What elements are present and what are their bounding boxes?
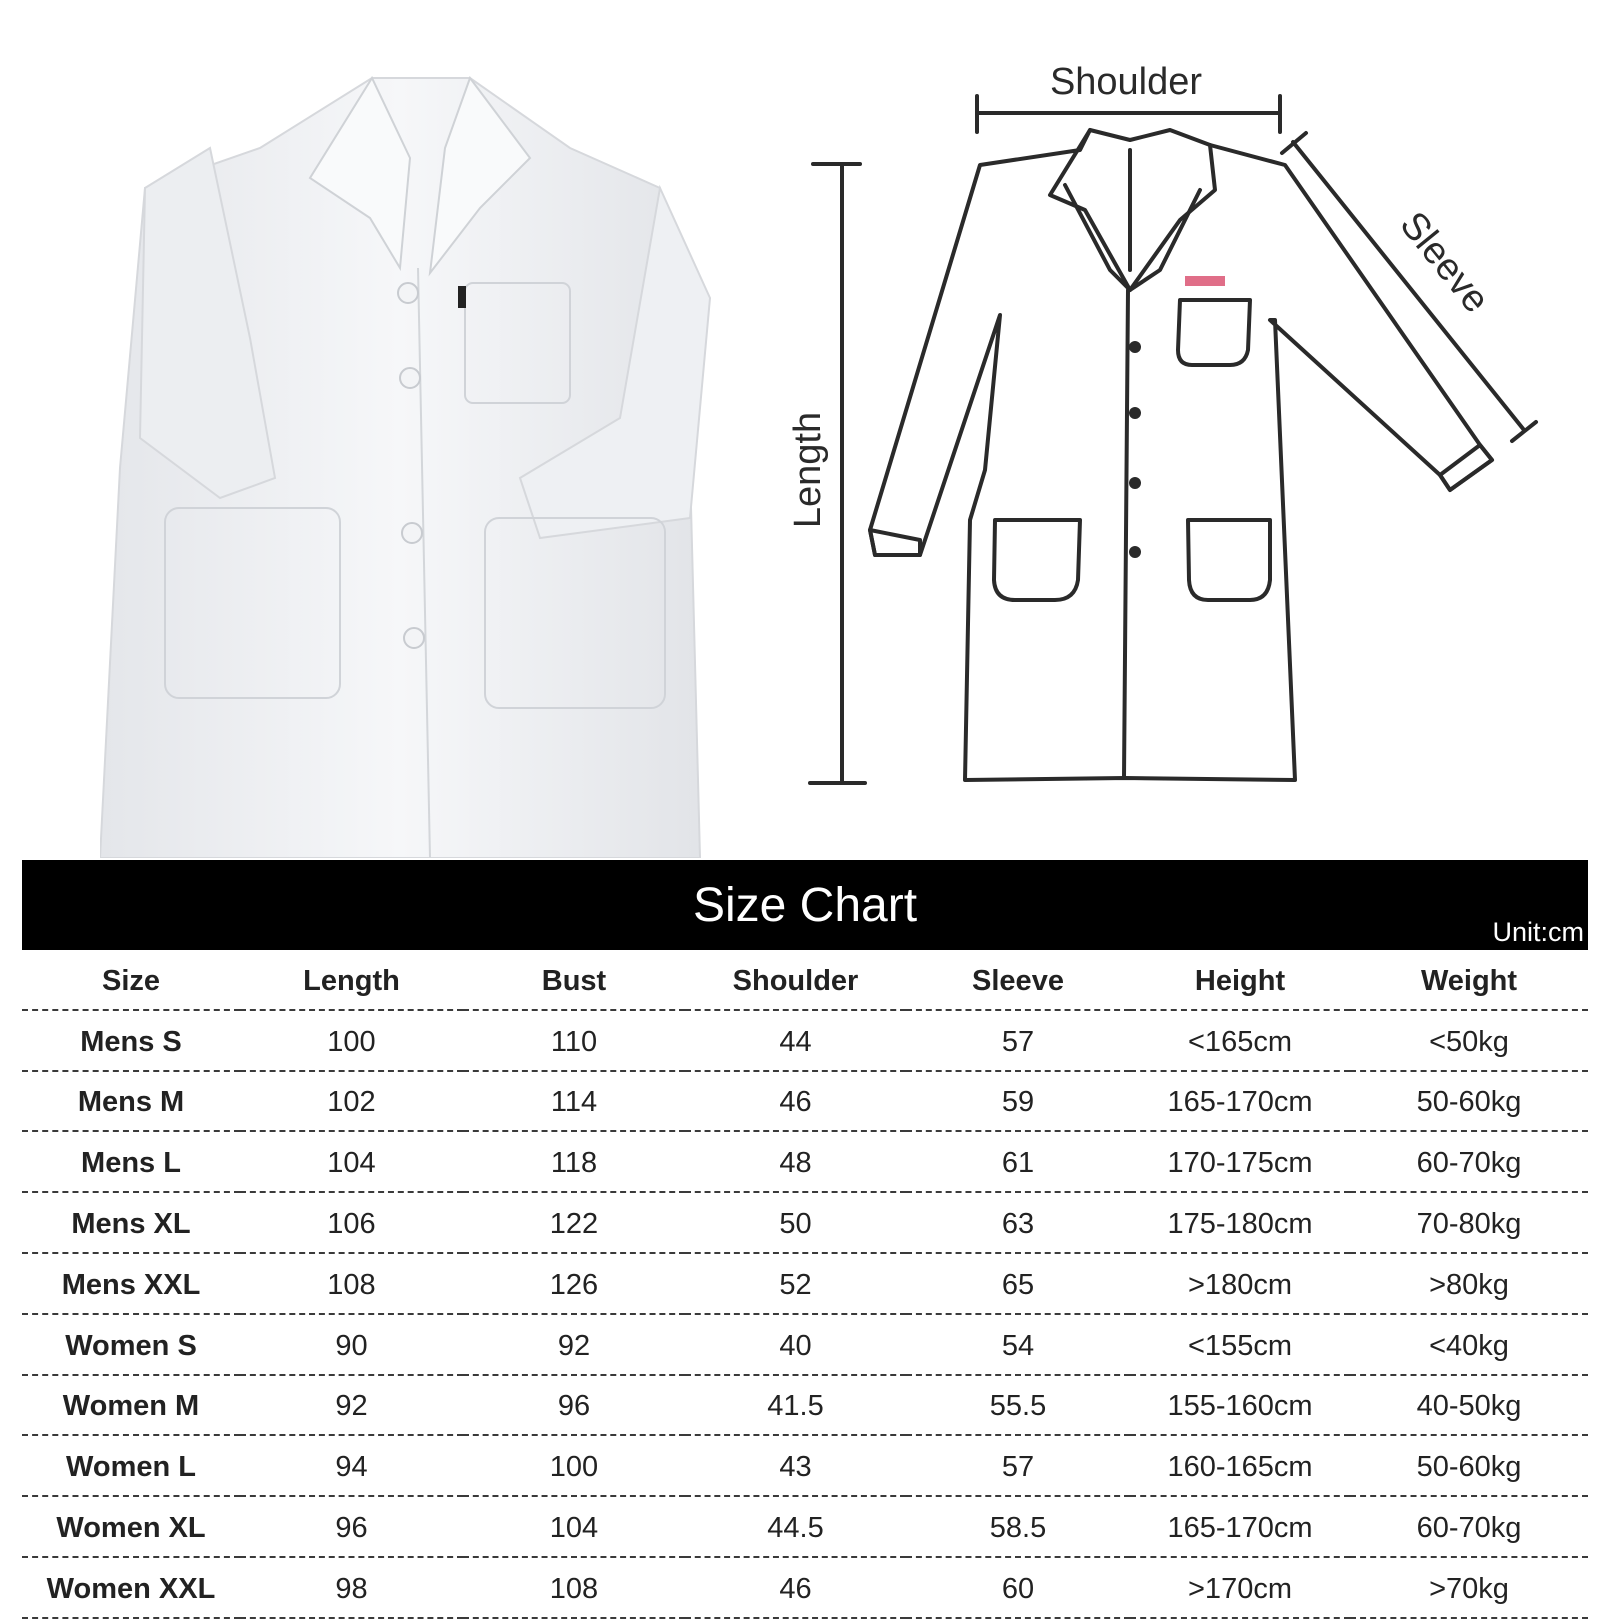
bust-cell: 126 bbox=[463, 1253, 685, 1314]
sleeve-cell: 60 bbox=[906, 1557, 1130, 1618]
size-cell: Women XXL bbox=[22, 1557, 240, 1618]
shoulder-cell: 44.5 bbox=[685, 1496, 906, 1557]
sleeve-cell: 65 bbox=[906, 1253, 1130, 1314]
table-row bbox=[22, 1435, 1588, 1496]
height-cell: 160-165cm bbox=[1130, 1435, 1350, 1496]
size-cell: Mens L bbox=[22, 1131, 240, 1192]
table-row bbox=[22, 1010, 1588, 1071]
length-cell: 100 bbox=[240, 1010, 463, 1071]
shoulder-cell: 50 bbox=[685, 1192, 906, 1253]
lab-coat-photo bbox=[100, 38, 732, 858]
weight-cell: 50-60kg bbox=[1350, 1435, 1588, 1496]
size-cell: Mens XXL bbox=[22, 1253, 240, 1314]
length-label: Length bbox=[787, 411, 829, 529]
bust-cell: 96 bbox=[463, 1375, 685, 1436]
header-height: Height bbox=[1130, 950, 1350, 1010]
sleeve-cell: 54 bbox=[906, 1314, 1130, 1375]
length-cell: 90 bbox=[240, 1314, 463, 1375]
size-cell: Women L bbox=[22, 1435, 240, 1496]
sleeve-cell: 58.5 bbox=[906, 1496, 1130, 1557]
sleeve-cell: 61 bbox=[906, 1131, 1130, 1192]
size-chart-title: Size Chart bbox=[692, 879, 918, 932]
header-shoulder: Shoulder bbox=[685, 950, 906, 1010]
header-sleeve: Sleeve bbox=[906, 950, 1130, 1010]
size-table bbox=[22, 950, 1588, 1619]
table-row bbox=[22, 1071, 1588, 1132]
bust-cell: 92 bbox=[463, 1314, 685, 1375]
shoulder-cell: 41.5 bbox=[685, 1375, 906, 1436]
weight-cell: 60-70kg bbox=[1350, 1496, 1588, 1557]
size-chart-banner bbox=[22, 860, 1588, 950]
table-row bbox=[22, 1557, 1588, 1618]
shoulder-cell: 43 bbox=[685, 1435, 906, 1496]
bust-cell: 108 bbox=[463, 1557, 685, 1618]
table-row bbox=[22, 1314, 1588, 1375]
weight-cell: <50kg bbox=[1350, 1010, 1588, 1071]
size-cell: Women S bbox=[22, 1314, 240, 1375]
header-length: Length bbox=[240, 950, 463, 1010]
header-size: Size bbox=[22, 950, 240, 1010]
size-cell: Mens M bbox=[22, 1071, 240, 1132]
bust-cell: 118 bbox=[463, 1131, 685, 1192]
table-row bbox=[22, 1131, 1588, 1192]
height-cell: 165-170cm bbox=[1130, 1496, 1350, 1557]
weight-cell: <40kg bbox=[1350, 1314, 1588, 1375]
length-cell: 104 bbox=[240, 1131, 463, 1192]
height-cell: >180cm bbox=[1130, 1253, 1350, 1314]
sleeve-cell: 57 bbox=[906, 1010, 1130, 1071]
header-bust: Bust bbox=[463, 950, 685, 1010]
shoulder-cell: 46 bbox=[685, 1071, 906, 1132]
measurement-diagram bbox=[780, 50, 1580, 830]
size-cell: Women M bbox=[22, 1375, 240, 1436]
shoulder-cell: 40 bbox=[685, 1314, 906, 1375]
length-cell: 96 bbox=[240, 1496, 463, 1557]
table-row bbox=[22, 1253, 1588, 1314]
table-row bbox=[22, 1375, 1588, 1436]
sleeve-cell: 55.5 bbox=[906, 1375, 1130, 1436]
sleeve-cell: 59 bbox=[906, 1071, 1130, 1132]
weight-cell: >70kg bbox=[1350, 1557, 1588, 1618]
length-cell: 108 bbox=[240, 1253, 463, 1314]
height-cell: <155cm bbox=[1130, 1314, 1350, 1375]
weight-cell: 40-50kg bbox=[1350, 1375, 1588, 1436]
height-cell: 165-170cm bbox=[1130, 1071, 1350, 1132]
weight-cell: >80kg bbox=[1350, 1253, 1588, 1314]
weight-cell: 70-80kg bbox=[1350, 1192, 1588, 1253]
shoulder-label: Shoulder bbox=[1049, 61, 1203, 103]
height-cell: <165cm bbox=[1130, 1010, 1350, 1071]
height-cell: 170-175cm bbox=[1130, 1131, 1350, 1192]
table-row bbox=[22, 1496, 1588, 1557]
length-cell: 106 bbox=[240, 1192, 463, 1253]
shoulder-cell: 44 bbox=[685, 1010, 906, 1071]
size-cell: Mens XL bbox=[22, 1192, 240, 1253]
table-header-row bbox=[22, 950, 1588, 1010]
sleeve-cell: 57 bbox=[906, 1435, 1130, 1496]
sleeve-cell: 63 bbox=[906, 1192, 1130, 1253]
bust-cell: 122 bbox=[463, 1192, 685, 1253]
height-cell: 175-180cm bbox=[1130, 1192, 1350, 1253]
sleeve-label: Sleeve bbox=[1391, 204, 1498, 321]
length-cell: 92 bbox=[240, 1375, 463, 1436]
length-cell: 102 bbox=[240, 1071, 463, 1132]
weight-cell: 60-70kg bbox=[1350, 1131, 1588, 1192]
height-cell: 155-160cm bbox=[1130, 1375, 1350, 1436]
unit-label: Unit:cm bbox=[1492, 917, 1584, 947]
length-cell: 94 bbox=[240, 1435, 463, 1496]
table-row bbox=[22, 1192, 1588, 1253]
length-cell: 98 bbox=[240, 1557, 463, 1618]
bust-cell: 104 bbox=[463, 1496, 685, 1557]
size-cell: Women XL bbox=[22, 1496, 240, 1557]
shoulder-cell: 52 bbox=[685, 1253, 906, 1314]
bust-cell: 114 bbox=[463, 1071, 685, 1132]
bust-cell: 110 bbox=[463, 1010, 685, 1071]
header-weight: Weight bbox=[1350, 950, 1588, 1010]
bust-cell: 100 bbox=[463, 1435, 685, 1496]
shoulder-cell: 46 bbox=[685, 1557, 906, 1618]
shoulder-cell: 48 bbox=[685, 1131, 906, 1192]
size-cell: Mens S bbox=[22, 1010, 240, 1071]
height-cell: >170cm bbox=[1130, 1557, 1350, 1618]
weight-cell: 50-60kg bbox=[1350, 1071, 1588, 1132]
